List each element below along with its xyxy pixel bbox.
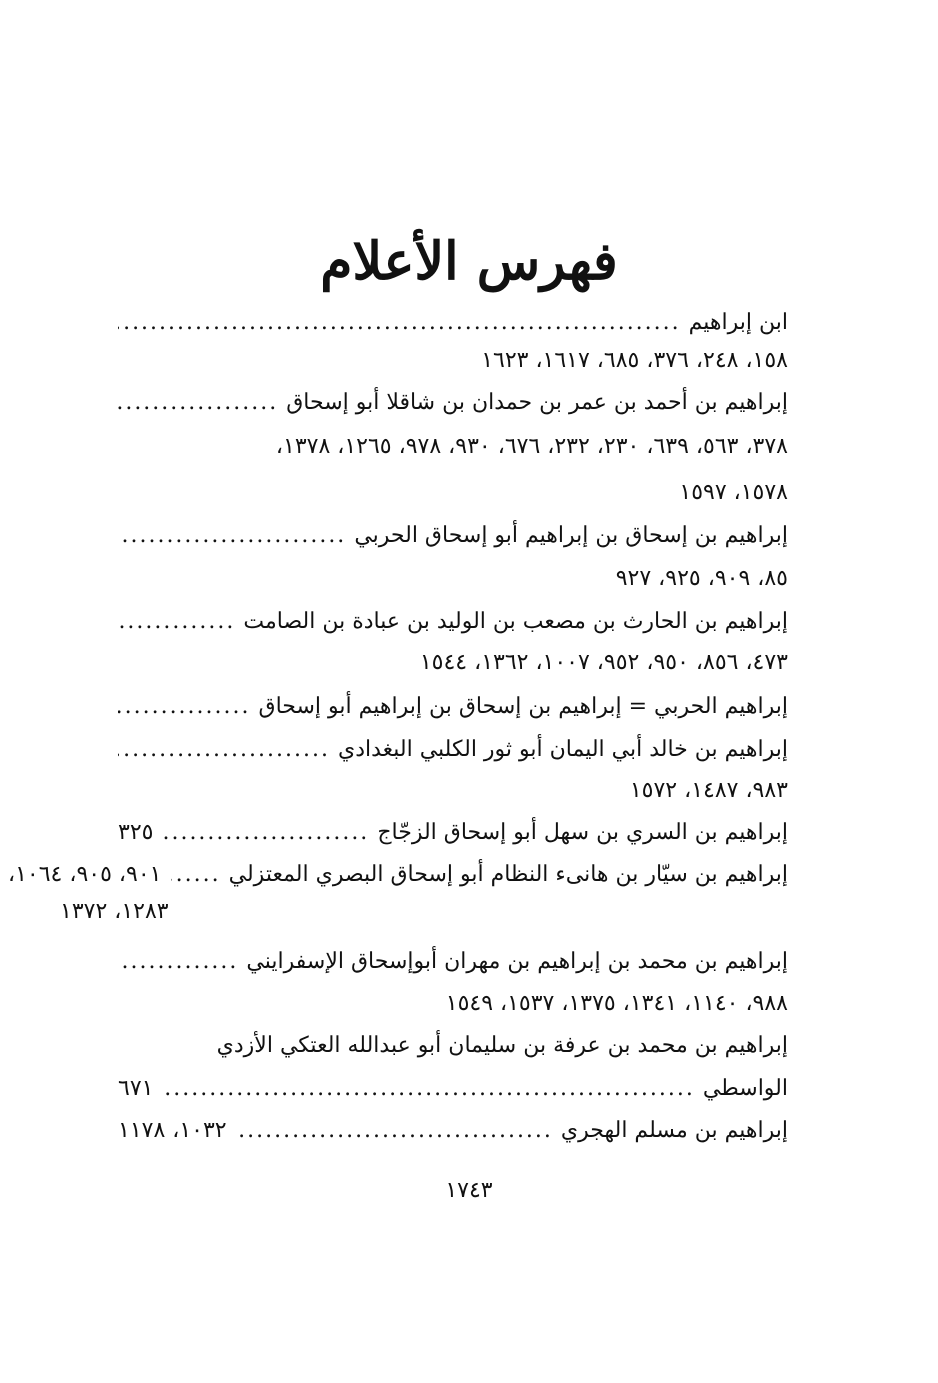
- entry-pages: ٣٧٨، ٥٦٣، ٦٣٩، ٢٣٠، ٢٣٢، ٦٧٦، ٩٣٠، ٩٧٨، ١٢٦٥، ١٣٧٨،: [275, 434, 788, 459]
- entry-name: إبراهيم بن السري بن سهل أبو إسحاق الزجّاج: [377, 820, 788, 845]
- entry-name: إبراهيم بن محمد بن عرفة بن سليمان أبو عبدالله العتكي الأزدي: [216, 1033, 788, 1058]
- leader-dots: [118, 687, 251, 727]
- entry-pages: ٤٧٣، ٨٥٦، ٩٥٠، ٩٥٢، ١٠٠٧، ١٣٦٢، ١٥٤٤: [419, 650, 788, 675]
- index-entry: [118, 1069, 788, 1109]
- leader-dots: [118, 383, 278, 423]
- entry-name: إبراهيم بن الحارث بن مصعب بن الوليد بن عبادة بن الصامت: [243, 609, 788, 634]
- index-entry: [8, 855, 788, 895]
- entry-name: إبراهيم الحربي = إبراهيم بن إسحاق بن إبراهيم أبو إسحاق: [258, 694, 788, 719]
- entry-pages: ٩٠١، ٩٠٥، ١٠٦٤،: [8, 862, 162, 887]
- entry-name: إبراهيم بن خالد أبي اليمان أبو ثور الكلبي البغدادي: [337, 737, 788, 762]
- entry-pages-continued: [60, 892, 200, 932]
- entry-name: إبراهيم بن سيّار بن هانىء النظام أبو إسحاق البصري المعتزلي: [228, 862, 788, 887]
- index-entry: [118, 303, 788, 343]
- entry-name-continued: الواسطي: [702, 1076, 788, 1101]
- entry-name: إبراهيم بن إسحاق بن إبراهيم أبو إسحاق الحربي: [354, 523, 788, 548]
- index-entry: [118, 383, 788, 423]
- entry-pages: ٩٨٨، ١١٤٠، ١٣٤١، ١٣٧٥، ١٥٣٧، ١٥٤٩: [445, 991, 788, 1016]
- leader-dots: [118, 303, 681, 343]
- entry-name: إبراهيم بن محمد بن إبراهيم بن مهران أبوإسحاق الإسفرايني: [246, 949, 788, 974]
- leader-dots: [118, 730, 330, 770]
- entry-pages-continued-text: ١٢٨٣، ١٣٧٢: [60, 899, 169, 924]
- index-entry: [118, 516, 788, 556]
- entry-name: إبراهيم بن مسلم الهجري: [560, 1118, 788, 1143]
- leader-dots: [118, 602, 235, 642]
- leader-dots: [171, 855, 220, 895]
- page-title: فهرس الأعلام: [320, 231, 618, 292]
- page-number: ١٧٤٣: [445, 1178, 493, 1203]
- index-entry: [118, 602, 788, 642]
- index-entry: [118, 942, 788, 982]
- entry-pages-continued: ١٥٧٨، ١٥٩٧: [679, 480, 788, 505]
- leader-dots: [163, 813, 369, 853]
- index-entry: [118, 730, 788, 770]
- leader-dots: [118, 942, 238, 982]
- index-entry: [118, 687, 788, 727]
- leader-dots: [118, 516, 346, 556]
- entry-pages: ١٠٣٢، ١١٧٨: [118, 1118, 227, 1143]
- entry-pages: ١٥٨، ٢٤٨، ٣٧٦، ٦٨٥، ١٦١٧، ١٦٢٣: [481, 348, 788, 373]
- entry-pages: ٦٧١: [118, 1076, 154, 1101]
- index-entry: [118, 1111, 788, 1151]
- entry-pages: ٩٨٣، ١٤٨٧، ١٥٧٢: [629, 778, 788, 803]
- leader-dots: [163, 1069, 694, 1109]
- entry-pages: ٣٢٥: [118, 820, 154, 845]
- leader-dots: [237, 1111, 553, 1151]
- entry-name: ابن إبراهيم: [688, 310, 788, 335]
- entry-name: إبراهيم بن أحمد بن عمر بن حمدان بن شاقلا أبو إسحاق: [286, 390, 788, 415]
- index-entry: [118, 813, 788, 853]
- entry-pages: ٨٥، ٩٠٩، ٩٢٥، ٩٢٧: [615, 566, 788, 591]
